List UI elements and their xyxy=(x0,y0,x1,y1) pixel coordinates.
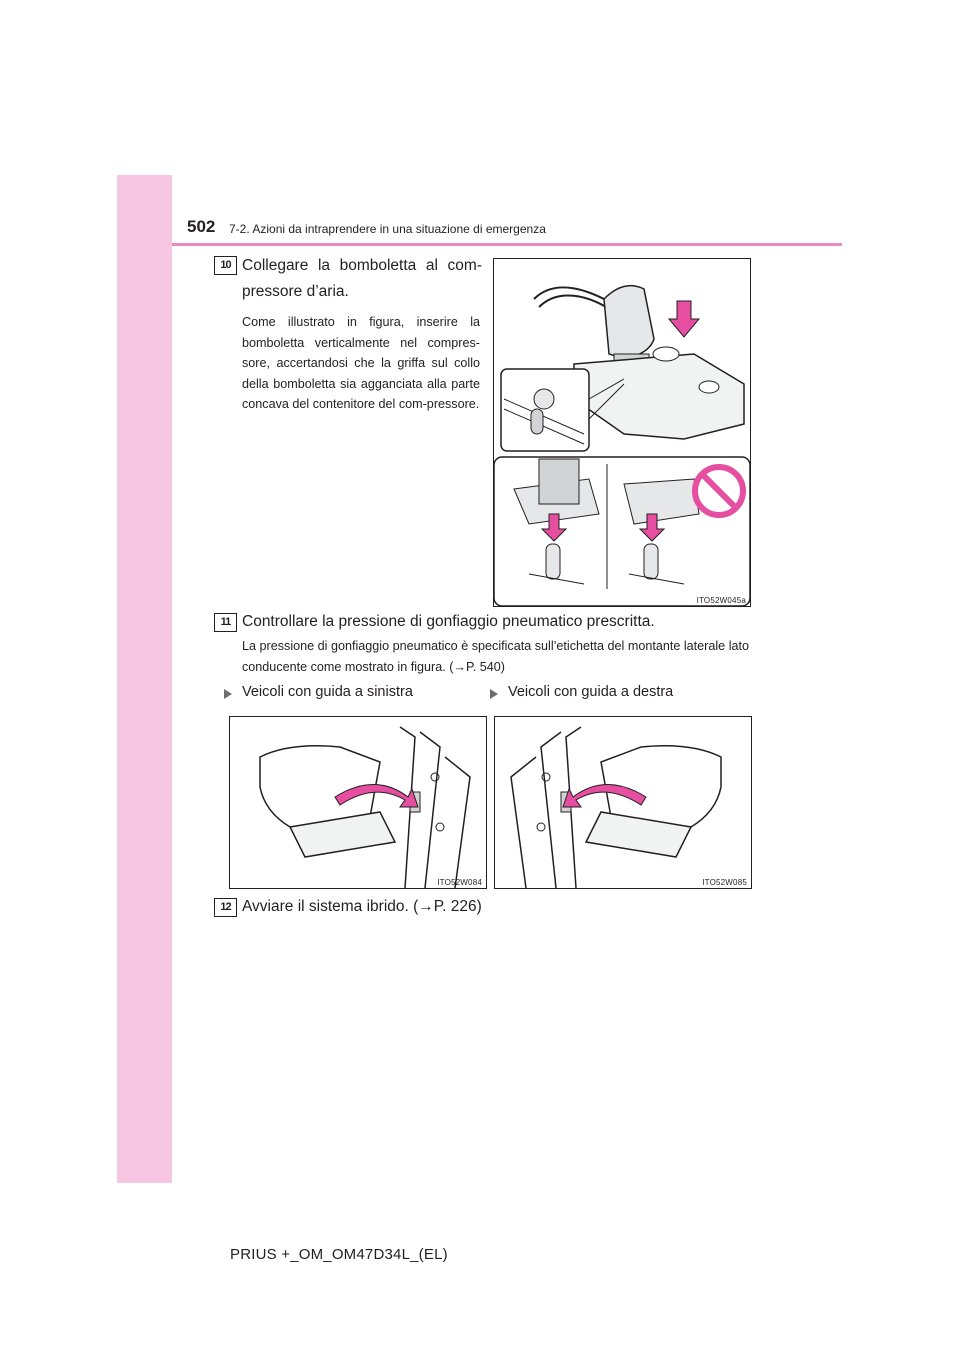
compressor-drawing xyxy=(494,259,750,606)
header-rule xyxy=(172,243,842,246)
footer-doc-id: PRIUS +_OM_OM47D34L_(EL) xyxy=(230,1246,448,1263)
figure-code: ITO52W045a xyxy=(696,596,746,605)
bullet-arrow-icon xyxy=(224,689,232,699)
right-seat-drawing xyxy=(495,717,751,888)
step-11-title: Controllare la pressione di gonfiaggio pneumatico prescritta. xyxy=(242,613,655,630)
step-11-description: La pressione di gonfiaggio pneumatico è specificata sull’etichetta del montante laterale lato conducente come mostrato in figura. (→P. 540) xyxy=(242,639,749,674)
section-title: 7-2. Azioni da intraprendere in una situazione di emergenza xyxy=(229,222,546,236)
step-12-title: Avviare il sistema ibrido. (→P. 226) xyxy=(242,898,482,915)
left-hand-drive-seat-illustration xyxy=(229,716,487,889)
figure-code: ITO52W085 xyxy=(702,878,747,887)
step-number-10: 10 xyxy=(214,256,237,275)
step-10-description: Come illustrato in figura, inserire la bomboletta verticalmente nel compres-sore, accertandosi che la griffa sul collo della bomboletta sia agganciata alla parte concava del contenitore del com-pressore. xyxy=(242,315,480,411)
left-seat-drawing xyxy=(230,717,486,888)
compressor-bottle-illustration xyxy=(493,258,751,607)
right-hand-drive-label: Veicoli con guida a destra xyxy=(508,684,674,700)
step-10-title-line-2: pressore d’aria. xyxy=(242,283,349,300)
step-number-12: 12 xyxy=(214,898,237,917)
step-10-title xyxy=(242,253,482,305)
right-hand-drive-seat-illustration xyxy=(494,716,752,889)
bullet-arrow-icon xyxy=(490,689,498,699)
step-10-title-line-1: Collegare la bomboletta al com- xyxy=(242,257,482,274)
figure-code: ITO52W084 xyxy=(437,878,482,887)
left-hand-drive-label: Veicoli con guida a sinistra xyxy=(242,684,413,700)
page-number: 502 xyxy=(187,217,216,236)
step-number-11: 11 xyxy=(214,613,237,632)
chapter-sidebar xyxy=(117,175,172,1183)
